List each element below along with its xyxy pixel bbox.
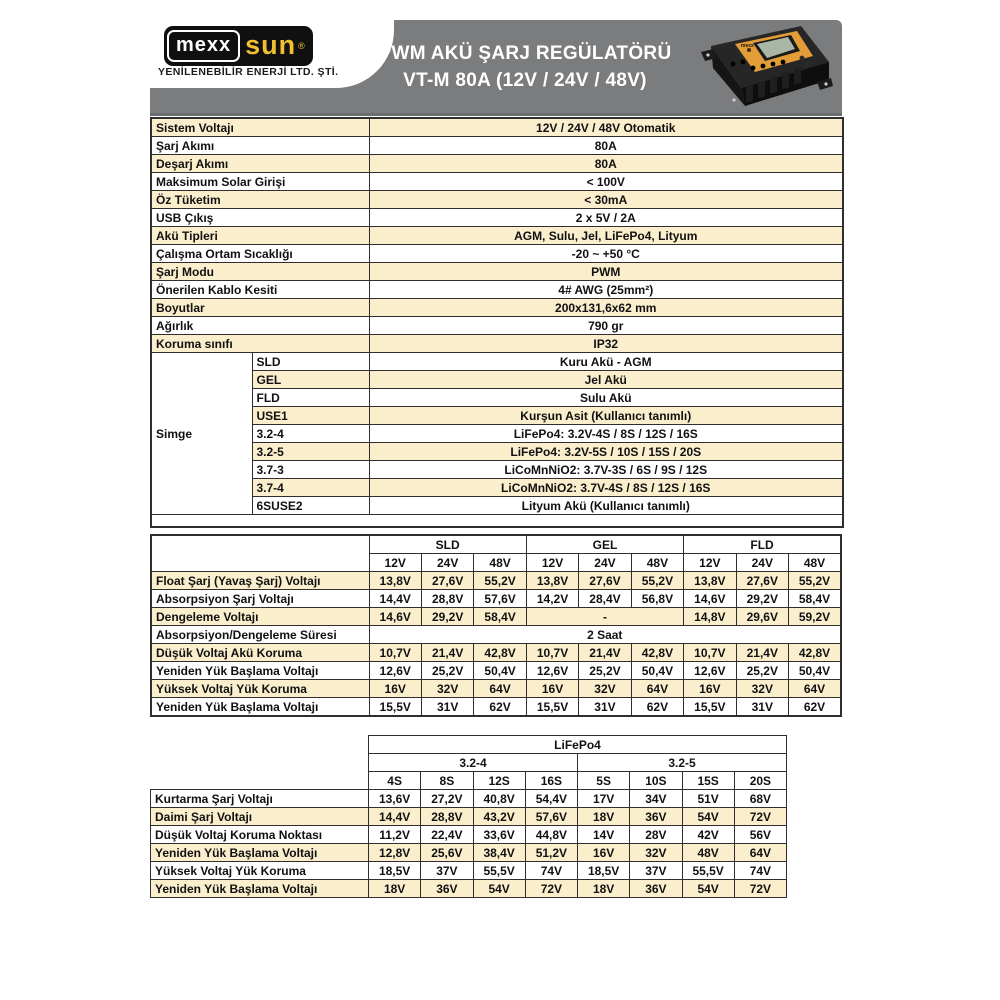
voltage-cell: 21,4V xyxy=(421,644,473,662)
battery-type-header: FLD xyxy=(684,535,841,554)
spec-value: -20 ~ +50 °C xyxy=(369,245,843,263)
lead-acid-data-row xyxy=(151,626,841,644)
voltage-cell: 13,8V xyxy=(526,572,578,590)
product-photo xyxy=(683,6,835,112)
voltage-cell: 55,2V xyxy=(631,572,683,590)
voltage-cell: 15,5V xyxy=(526,698,578,717)
voltage-cell: 64V xyxy=(474,680,526,698)
spec-value: < 30mA xyxy=(369,191,843,209)
voltage-cell: 29,2V xyxy=(421,608,473,626)
spec-value: 80A xyxy=(369,137,843,155)
voltage-cell: 32V xyxy=(630,844,682,862)
voltage-cell: 48V xyxy=(682,844,734,862)
symbol-desc: LiCoMnNiO2: 3.7V-4S / 8S / 12S / 16S xyxy=(369,479,843,497)
row-label: Daimi Şarj Voltajı xyxy=(151,808,369,826)
system-voltage-header: 12V xyxy=(684,554,736,572)
series-count-header: 5S xyxy=(578,772,630,790)
voltage-cell: 10,7V xyxy=(369,644,421,662)
voltage-cell: 74V xyxy=(734,862,786,880)
logo-sun-text: sun xyxy=(245,29,297,60)
voltage-cell: 25,6V xyxy=(421,844,473,862)
voltage-cell: 10,7V xyxy=(526,644,578,662)
symbol-row xyxy=(151,353,843,371)
voltage-cell: 44,8V xyxy=(525,826,577,844)
voltage-cell: 54,4V xyxy=(525,790,577,808)
voltage-cell: 25,2V xyxy=(421,662,473,680)
voltage-cell: 72V xyxy=(734,808,786,826)
logo-mexx-text: mexx xyxy=(167,30,240,62)
spec-label: Deşarj Akımı xyxy=(151,155,369,173)
spec-label: Şarj Modu xyxy=(151,263,369,281)
row-label: Absorpsiyon/Dengeleme Süresi xyxy=(151,626,369,644)
voltage-cell: 14,8V xyxy=(684,608,736,626)
voltage-cell: 62V xyxy=(474,698,526,717)
voltage-cell: 64V xyxy=(789,680,842,698)
voltage-cell: 21,4V xyxy=(736,644,788,662)
spacer-row xyxy=(151,515,843,528)
voltage-cell: 18V xyxy=(578,880,630,898)
spec-label: Öz Tüketim xyxy=(151,191,369,209)
symbol-row xyxy=(151,497,843,515)
symbol-desc: Lityum Akü (Kullanıcı tanımlı) xyxy=(369,497,843,515)
brand-logo xyxy=(164,26,313,66)
voltage-cell: 42,8V xyxy=(474,644,526,662)
symbol-code: SLD xyxy=(252,353,369,371)
voltage-cell: 40,8V xyxy=(473,790,525,808)
series-count-header: 15S xyxy=(682,772,734,790)
symbol-row xyxy=(151,371,843,389)
lithium-data-row xyxy=(151,880,787,898)
voltage-cell: 51V xyxy=(682,790,734,808)
voltage-cell: 55,2V xyxy=(789,572,842,590)
symbol-code: FLD xyxy=(252,389,369,407)
voltage-cell: 32V xyxy=(736,680,788,698)
lead-acid-data-row xyxy=(151,662,841,680)
lithium-data-row xyxy=(151,790,787,808)
voltage-cell: 2 Saat xyxy=(369,626,841,644)
spec-value: 80A xyxy=(369,155,843,173)
voltage-cell: 18V xyxy=(578,808,630,826)
corner-cell xyxy=(151,535,369,572)
spec-row xyxy=(151,118,843,137)
voltage-cell: 13,8V xyxy=(369,572,421,590)
logo-tagline: YENİLENEBİLİR ENERJİ LTD. ŞTİ. xyxy=(158,66,339,78)
cell-voltage-group-header: 3.2-5 xyxy=(578,754,787,772)
spec-row xyxy=(151,155,843,173)
voltage-cell: 25,2V xyxy=(579,662,631,680)
spec-label: Sistem Voltajı xyxy=(151,118,369,137)
voltage-cell: 50,4V xyxy=(631,662,683,680)
voltage-cell: 64V xyxy=(631,680,683,698)
page-title xyxy=(355,40,695,94)
system-voltage-header: 48V xyxy=(474,554,526,572)
voltage-cell: 12,6V xyxy=(369,662,421,680)
row-label: Yeniden Yük Başlama Voltajı xyxy=(151,880,369,898)
symbol-code: 3.2-4 xyxy=(252,425,369,443)
spec-row xyxy=(151,191,843,209)
lead-acid-data-row xyxy=(151,698,841,717)
row-label: Absorpsiyon Şarj Voltajı xyxy=(151,590,369,608)
spec-label: Çalışma Ortam Sıcaklığı xyxy=(151,245,369,263)
system-voltage-header: 12V xyxy=(369,554,421,572)
spec-row xyxy=(151,137,843,155)
voltage-cell: 58,4V xyxy=(789,590,842,608)
voltage-cell: 32V xyxy=(421,680,473,698)
symbol-row xyxy=(151,443,843,461)
voltage-cell: 27,6V xyxy=(736,572,788,590)
lithium-data-row xyxy=(151,808,787,826)
voltage-cell: 18,5V xyxy=(369,862,421,880)
voltage-cell: 27,6V xyxy=(421,572,473,590)
spec-label: Ağırlık xyxy=(151,317,369,335)
cell-voltage-group-header: 3.2-4 xyxy=(369,754,578,772)
lead-acid-data-row xyxy=(151,590,841,608)
voltage-cell: 31V xyxy=(421,698,473,717)
spec-value: 790 gr xyxy=(369,317,843,335)
voltage-cell: 54V xyxy=(682,808,734,826)
symbol-code: 6SUSE2 xyxy=(252,497,369,515)
voltage-cell: 14,6V xyxy=(684,590,736,608)
row-label: Yeniden Yük Başlama Voltajı xyxy=(151,698,369,717)
voltage-cell: 37V xyxy=(421,862,473,880)
system-voltage-header: 48V xyxy=(789,554,842,572)
spec-label: Boyutlar xyxy=(151,299,369,317)
voltage-cell: 74V xyxy=(525,862,577,880)
spec-label: Maksimum Solar Girişi xyxy=(151,173,369,191)
spec-tables xyxy=(150,117,842,898)
voltage-cell: 14,2V xyxy=(526,590,578,608)
voltage-cell: - xyxy=(526,608,683,626)
voltage-cell: 27,2V xyxy=(421,790,473,808)
voltage-cell: 54V xyxy=(473,880,525,898)
battery-type-header: GEL xyxy=(526,535,683,554)
system-voltage-header: 24V xyxy=(736,554,788,572)
lead-acid-data-row xyxy=(151,644,841,662)
symbol-row xyxy=(151,461,843,479)
spec-value: IP32 xyxy=(369,335,843,353)
voltage-cell: 42,8V xyxy=(789,644,842,662)
voltage-cell: 55,5V xyxy=(682,862,734,880)
row-label: Düşük Voltaj Akü Koruma xyxy=(151,644,369,662)
symbol-desc: LiCoMnNiO2: 3.7V-3S / 6S / 9S / 12S xyxy=(369,461,843,479)
voltage-cell: 62V xyxy=(789,698,842,717)
lead-acid-data-row xyxy=(151,572,841,590)
voltage-cell: 28V xyxy=(630,826,682,844)
voltage-cell: 72V xyxy=(525,880,577,898)
chemistry-header: LiFePo4 xyxy=(369,736,787,754)
series-count-header: 12S xyxy=(473,772,525,790)
symbol-desc: LiFePo4: 3.2V-5S / 10S / 15S / 20S xyxy=(369,443,843,461)
lead-acid-data-row xyxy=(151,608,841,626)
voltage-cell: 16V xyxy=(526,680,578,698)
spacer-cell xyxy=(151,515,843,528)
voltage-cell: 10,7V xyxy=(684,644,736,662)
svg-text:mexx: mexx xyxy=(741,43,754,49)
spec-row xyxy=(151,263,843,281)
lithium-data-row xyxy=(151,844,787,862)
symbol-row xyxy=(151,407,843,425)
spec-row xyxy=(151,317,843,335)
system-voltage-header: 24V xyxy=(579,554,631,572)
voltage-cell: 13,8V xyxy=(684,572,736,590)
spec-value: PWM xyxy=(369,263,843,281)
system-voltage-header: 12V xyxy=(526,554,578,572)
series-count-header: 8S xyxy=(421,772,473,790)
series-count-header: 4S xyxy=(369,772,421,790)
voltage-cell: 50,4V xyxy=(789,662,842,680)
spec-value: 2 x 5V / 2A xyxy=(369,209,843,227)
voltage-cell: 55,5V xyxy=(473,862,525,880)
row-label: Düşük Voltaj Koruma Noktası xyxy=(151,826,369,844)
system-voltage-header: 24V xyxy=(421,554,473,572)
symbol-row xyxy=(151,389,843,407)
lead-acid-data-row xyxy=(151,680,841,698)
voltage-cell: 13,6V xyxy=(369,790,421,808)
spec-label: USB Çıkış xyxy=(151,209,369,227)
voltage-cell: 14V xyxy=(578,826,630,844)
voltage-cell: 58,4V xyxy=(474,608,526,626)
voltage-cell: 18V xyxy=(369,880,421,898)
symbol-desc: LiFePo4: 3.2V-4S / 8S / 12S / 16S xyxy=(369,425,843,443)
spec-row xyxy=(151,335,843,353)
row-label: Kurtarma Şarj Voltajı xyxy=(151,790,369,808)
voltage-cell: 33,6V xyxy=(473,826,525,844)
voltage-cell: 43,2V xyxy=(473,808,525,826)
spec-row xyxy=(151,227,843,245)
spec-label: Şarj Akımı xyxy=(151,137,369,155)
voltage-cell: 16V xyxy=(684,680,736,698)
registered-mark-icon: ® xyxy=(298,41,305,51)
lead-acid-group-header-row xyxy=(151,535,841,554)
voltage-cell: 36V xyxy=(630,808,682,826)
symbol-code: 3.2-5 xyxy=(252,443,369,461)
voltage-cell: 11,2V xyxy=(369,826,421,844)
symbol-section-label: Simge xyxy=(151,353,252,515)
lead-acid-voltage-table xyxy=(150,534,842,717)
voltage-cell: 28,8V xyxy=(421,808,473,826)
symbol-code: GEL xyxy=(252,371,369,389)
spec-label: Önerilen Kablo Kesiti xyxy=(151,281,369,299)
ghost-cell xyxy=(151,736,369,790)
voltage-cell: 28,4V xyxy=(579,590,631,608)
spec-row xyxy=(151,173,843,191)
symbol-desc: Sulu Akü xyxy=(369,389,843,407)
symbol-row xyxy=(151,425,843,443)
spec-value: < 100V xyxy=(369,173,843,191)
specs-and-symbols-table xyxy=(150,117,844,528)
row-label: Yüksek Voltaj Yük Koruma xyxy=(151,680,369,698)
voltage-cell: 18,5V xyxy=(578,862,630,880)
voltage-cell: 55,2V xyxy=(474,572,526,590)
symbol-code: 3.7-3 xyxy=(252,461,369,479)
spec-row xyxy=(151,281,843,299)
battery-type-header: SLD xyxy=(369,535,526,554)
symbol-code: USE1 xyxy=(252,407,369,425)
voltage-cell: 21,4V xyxy=(579,644,631,662)
voltage-cell: 29,6V xyxy=(736,608,788,626)
voltage-cell: 50,4V xyxy=(474,662,526,680)
row-label: Yüksek Voltaj Yük Koruma xyxy=(151,862,369,880)
voltage-cell: 16V xyxy=(578,844,630,862)
voltage-cell: 42V xyxy=(682,826,734,844)
voltage-cell: 31V xyxy=(736,698,788,717)
voltage-cell: 29,2V xyxy=(736,590,788,608)
voltage-cell: 64V xyxy=(734,844,786,862)
spec-value: 200x131,6x62 mm xyxy=(369,299,843,317)
page-title-line1: PWM AKÜ ŞARJ REGÜLATÖRÜ xyxy=(378,43,672,64)
spec-row xyxy=(151,209,843,227)
series-count-header: 10S xyxy=(630,772,682,790)
row-label: Float Şarj (Yavaş Şarj) Voltajı xyxy=(151,572,369,590)
page-title-line2: VT-M 80A (12V / 24V / 48V) xyxy=(403,70,647,91)
spec-value: 4# AWG (25mm²) xyxy=(369,281,843,299)
voltage-cell: 72V xyxy=(734,880,786,898)
voltage-cell: 42,8V xyxy=(631,644,683,662)
symbol-desc: Kuru Akü - AGM xyxy=(369,353,843,371)
row-label: Dengeleme Voltajı xyxy=(151,608,369,626)
row-label: Yeniden Yük Başlama Voltajı xyxy=(151,662,369,680)
voltage-cell: 56,8V xyxy=(631,590,683,608)
voltage-cell: 12,8V xyxy=(369,844,421,862)
voltage-cell: 16V xyxy=(369,680,421,698)
spec-value: 12V / 24V / 48V Otomatik xyxy=(369,118,843,137)
voltage-cell: 51,2V xyxy=(525,844,577,862)
voltage-cell: 17V xyxy=(578,790,630,808)
voltage-cell: 15,5V xyxy=(369,698,421,717)
voltage-cell: 62V xyxy=(631,698,683,717)
spec-row xyxy=(151,299,843,317)
voltage-cell: 34V xyxy=(630,790,682,808)
lithium-data-row xyxy=(151,826,787,844)
lithium-title-row xyxy=(151,736,787,754)
lithium-data-row xyxy=(151,862,787,880)
voltage-cell: 54V xyxy=(682,880,734,898)
spec-value: AGM, Sulu, Jel, LiFePo4, Lityum xyxy=(369,227,843,245)
voltage-cell: 57,6V xyxy=(474,590,526,608)
voltage-cell: 32V xyxy=(579,680,631,698)
voltage-cell: 28,8V xyxy=(421,590,473,608)
series-count-header: 16S xyxy=(525,772,577,790)
voltage-cell: 56V xyxy=(734,826,786,844)
symbol-desc: Jel Akü xyxy=(369,371,843,389)
voltage-cell: 22,4V xyxy=(421,826,473,844)
symbol-desc: Kurşun Asit (Kullanıcı tanımlı) xyxy=(369,407,843,425)
series-count-header: 20S xyxy=(734,772,786,790)
voltage-cell: 38,4V xyxy=(473,844,525,862)
symbol-row xyxy=(151,479,843,497)
row-label: Yeniden Yük Başlama Voltajı xyxy=(151,844,369,862)
voltage-cell: 27,6V xyxy=(579,572,631,590)
system-voltage-header: 48V xyxy=(631,554,683,572)
voltage-cell: 25,2V xyxy=(736,662,788,680)
voltage-cell: 14,4V xyxy=(369,808,421,826)
spec-label: Koruma sınıfı xyxy=(151,335,369,353)
spec-label: Akü Tipleri xyxy=(151,227,369,245)
spec-row xyxy=(151,245,843,263)
lithium-voltage-table xyxy=(150,735,787,898)
voltage-cell: 36V xyxy=(421,880,473,898)
voltage-cell: 14,6V xyxy=(369,608,421,626)
voltage-cell: 59,2V xyxy=(789,608,842,626)
voltage-cell: 68V xyxy=(734,790,786,808)
voltage-cell: 15,5V xyxy=(684,698,736,717)
voltage-cell: 57,6V xyxy=(525,808,577,826)
voltage-cell: 36V xyxy=(630,880,682,898)
symbol-code: 3.7-4 xyxy=(252,479,369,497)
voltage-cell: 12,6V xyxy=(526,662,578,680)
voltage-cell: 12,6V xyxy=(684,662,736,680)
voltage-cell: 31V xyxy=(579,698,631,717)
voltage-cell: 37V xyxy=(630,862,682,880)
voltage-cell: 14,4V xyxy=(369,590,421,608)
